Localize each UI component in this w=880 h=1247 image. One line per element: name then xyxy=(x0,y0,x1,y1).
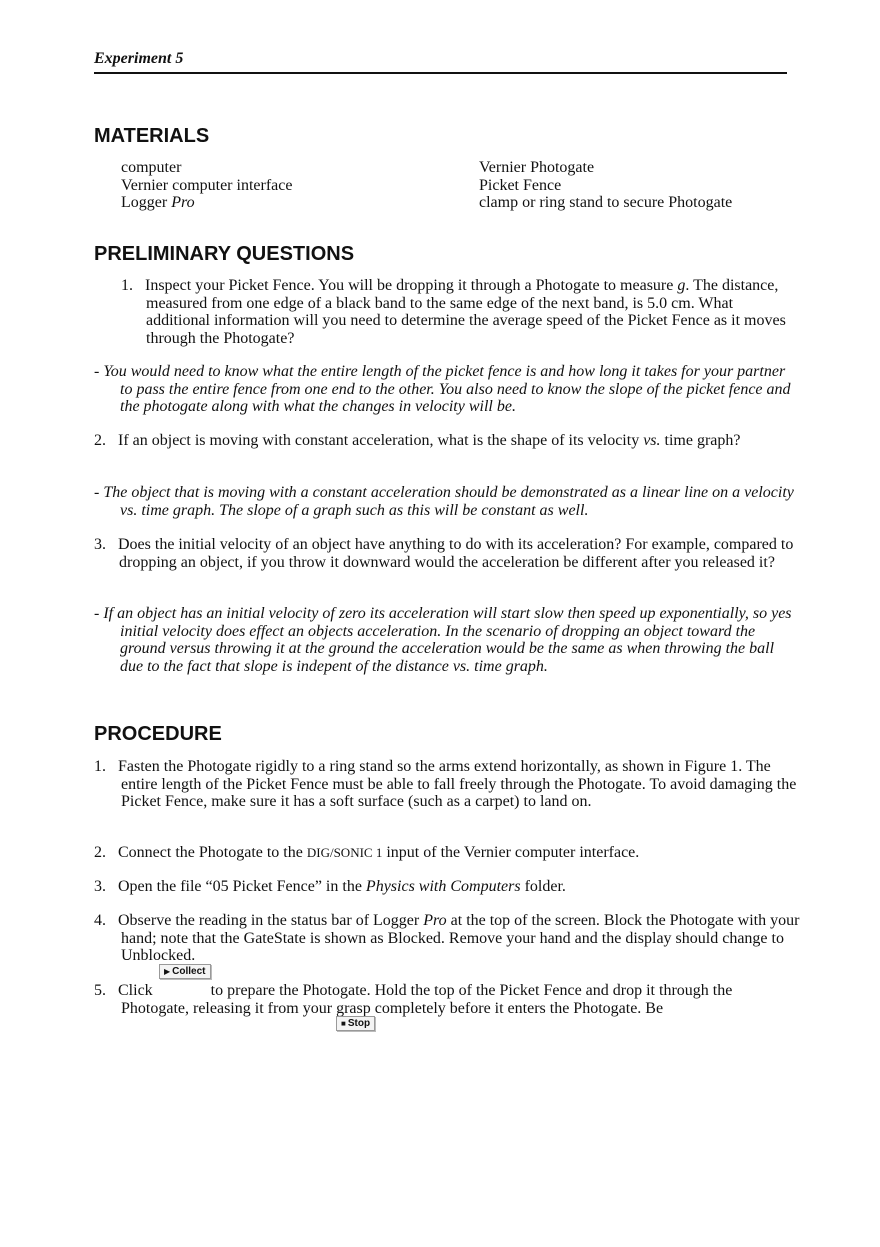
answer-1: - You would need to know what the entire length of the picket fence is and how long it takes for your partner to pass the entire fence from one end to the other. You also need to know the slope of the picket fence and the photogate along with what the changes in velocity will be. xyxy=(94,363,791,415)
collect-button-label: Collect xyxy=(172,966,206,977)
material-item: Picket Fence xyxy=(479,176,562,194)
answer-2: - The object that is moving with a constant acceleration should be demonstrated as a linear line on a velocity vs. time graph. The slope of a graph such as this will be constant as well. xyxy=(94,484,794,519)
materials-heading: MATERIALS xyxy=(94,125,210,147)
material-item: Logger Pro xyxy=(121,194,195,211)
materials-left-list xyxy=(121,159,292,212)
question-2: 2. If an object is moving with constant acceleration, what is the shape of its velocity vs. time graph? xyxy=(94,432,741,449)
procedure-step-2: 2. Connect the Photogate to the DIG/SONIC 1 input of the Vernier computer interface. xyxy=(94,844,640,861)
material-item: clamp or ring stand to secure Photogate xyxy=(479,194,733,211)
stop-icon: ■ xyxy=(341,1019,346,1028)
collect-button[interactable] xyxy=(159,964,211,979)
question-3: 3. Does the initial velocity of an object have anything to do with its acceleration? For example, compared to dropping an object, if you throw it downward would the acceleration be different after you released it? xyxy=(94,536,794,571)
question-1: 1. Inspect your Picket Fence. You will be dropping it through a Photogate to measure g. The distance, measured from one edge of a black band to the same edge of the next band, is 5.0 cm. What additional information will you need to determine the average speed of the Picket Fence as it moves through the Photogate? xyxy=(121,277,786,347)
material-item: Vernier Photogate xyxy=(479,159,595,176)
preliminary-heading: PRELIMINARY QUESTIONS xyxy=(94,243,355,265)
procedure-step-3: 3. Open the file “05 Picket Fence” in the Physics with Computers folder. xyxy=(94,878,566,895)
stop-button[interactable] xyxy=(336,1016,375,1031)
procedure-step-4: 4. Observe the reading in the status bar of Logger Pro at the top of the screen. Block the Photogate with your hand; note that the GateState is shown as Blocked. Remove your hand and the display should change to Unblocked. xyxy=(94,912,800,964)
procedure-heading: PROCEDURE xyxy=(94,723,222,745)
procedure-step-1: 1. Fasten the Photogate rigidly to a ring stand so the arms extend horizontally, as shown in Figure 1. The entire length of the Picket Fence must be able to fall freely through the Photogate. To avoid damaging the Picket Fence, make sure it has a soft surface (such as a carpet) to land on. xyxy=(94,758,797,810)
page-header xyxy=(94,50,787,74)
material-item: computer xyxy=(121,159,182,176)
procedure-step-5: 5. Click to prepare the Photogate. Hold the top of the Picket Fence and drop it through the Photogate, releasing it from your grasp completely before it enters the Photogate. Be xyxy=(94,982,733,1017)
stop-button-label: Stop xyxy=(347,1018,371,1029)
experiment-title: Experiment 5 xyxy=(94,50,184,67)
play-icon: ▶ xyxy=(164,967,171,976)
material-item: Vernier computer interface xyxy=(121,176,293,194)
answer-3: - If an object has an initial velocity of zero its acceleration will start slow then speed up exponentially, so yes initial velocity does effect an objects acceleration. In the scenario of dropping an object toward the ground versus throwing it at the ground the acceleration would be the same as when throwing the ball due to the fact that slope is indepent of the distance vs. time graph. xyxy=(94,605,792,675)
materials-right-list xyxy=(479,159,732,212)
